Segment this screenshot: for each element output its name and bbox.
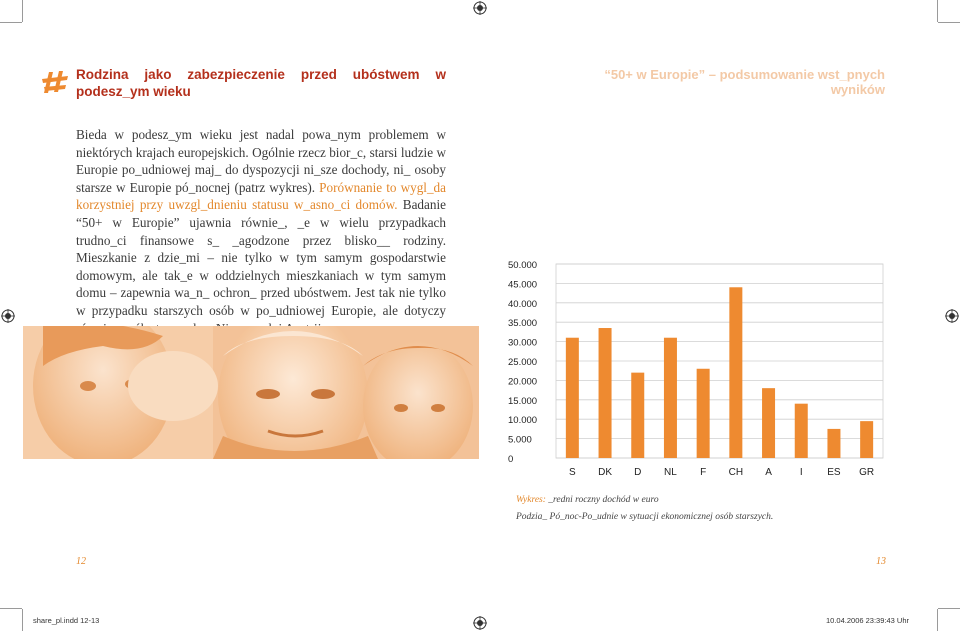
bar [631, 373, 644, 458]
crop-mark [22, 0, 23, 22]
x-tick-label: GR [859, 467, 875, 478]
page-number-right: 13 [876, 556, 886, 567]
bar [729, 287, 742, 458]
x-tick-label: DK [598, 467, 613, 478]
caption-label: Wykres: [516, 495, 546, 505]
crop-mark [22, 609, 23, 631]
chart-note: Podzia_ Pó_noc-Po_udnie w sytuacji ekonomicznej osób starszych. [516, 512, 774, 522]
y-tick-label: 5.000 [508, 434, 532, 446]
y-tick-label: 20.000 [508, 376, 538, 388]
crop-mark [937, 609, 938, 631]
body-paragraph: Bieda w podesz_ym wieku jest nadal powa_nym problemem w niektórych krajach europejskich. Ogólnie rzecz bior_c, starsi ludzie w Europie po_udniowej maj_ do dyspozycji ni_sze dochody, ni_ osoby starsze w Europie pó_nocnej (patrz wykres). [76, 127, 446, 195]
y-tick-label: 30.000 [508, 337, 538, 349]
x-tick-label: F [700, 467, 707, 478]
bar [697, 369, 710, 458]
running-header: “50+ w Europie” – podsumowanie wst_pnych wyników [604, 67, 885, 97]
family-photo [23, 326, 479, 459]
bar [599, 328, 612, 458]
x-tick-label: NL [664, 467, 677, 478]
footer-filename: share_pl.indd 12-13 [33, 616, 100, 625]
x-tick-label: I [799, 467, 803, 478]
page-number-left: 12 [76, 556, 86, 567]
bar [860, 421, 873, 458]
registration-mark-icon [1, 309, 15, 323]
registration-mark-icon [473, 1, 487, 15]
crop-mark [938, 22, 960, 23]
y-tick-label: 35.000 [508, 318, 538, 330]
income-bar-chart [508, 255, 888, 480]
bar [664, 338, 677, 458]
registration-mark-icon [945, 309, 959, 323]
crop-mark [0, 608, 22, 609]
caption-text: _redni roczny dochód w euro [545, 495, 659, 505]
x-tick-label: ES [827, 467, 841, 478]
x-tick-label: CH [728, 467, 744, 478]
bar [827, 429, 840, 458]
body-text [76, 126, 446, 337]
x-tick-label: D [634, 467, 642, 478]
y-tick-label: 0 [508, 454, 514, 465]
y-tick-label: 50.000 [508, 260, 538, 271]
crop-mark [938, 608, 960, 609]
y-tick-label: 10.000 [508, 415, 538, 427]
bar [795, 404, 808, 458]
y-tick-label: 45.000 [508, 279, 538, 291]
body-paragraph: Badanie “50+ w Europie” ujawnia równie_, _e w wielu przypadkach trudno_ci finansowe s_ _agodzone przez blisko__ rodziny. Mieszkanie z dzie_mi – nie tylko w tym samym gospodarstwie domowym, ale tak_e w oddzielnych mieszkaniach w tym samym domu – zapewnia wa_n_ ochron_ przed ubóstwem. Jest tak nie tylko w przypadku starszych osób w po_udniowej Europie, ale dotyczy [76, 197, 446, 318]
section-title: Rodzina jako zabezpieczenie przed ubóstwem w podesz_ym wieku [76, 67, 446, 99]
y-tick-label: 25.000 [508, 357, 538, 368]
registration-mark-icon [473, 616, 487, 630]
highlighted-sentence: Porównanie to wygl_da korzystniej przy uwzgl_dnieniu statusu w_asno_ci domów. [76, 179, 447, 213]
crop-mark [937, 0, 938, 22]
footer-timestamp: 10.04.2006 23:39:43 Uhr [826, 616, 909, 625]
chart-caption [516, 495, 659, 505]
x-tick-label: S [569, 467, 576, 478]
bar [762, 388, 775, 458]
y-tick-label: 15.000 [508, 395, 538, 407]
y-tick-label: 40.000 [508, 298, 538, 310]
bar [566, 338, 579, 458]
crop-mark [0, 22, 22, 23]
share-star-icon [40, 70, 70, 94]
x-tick-label: A [765, 467, 772, 478]
